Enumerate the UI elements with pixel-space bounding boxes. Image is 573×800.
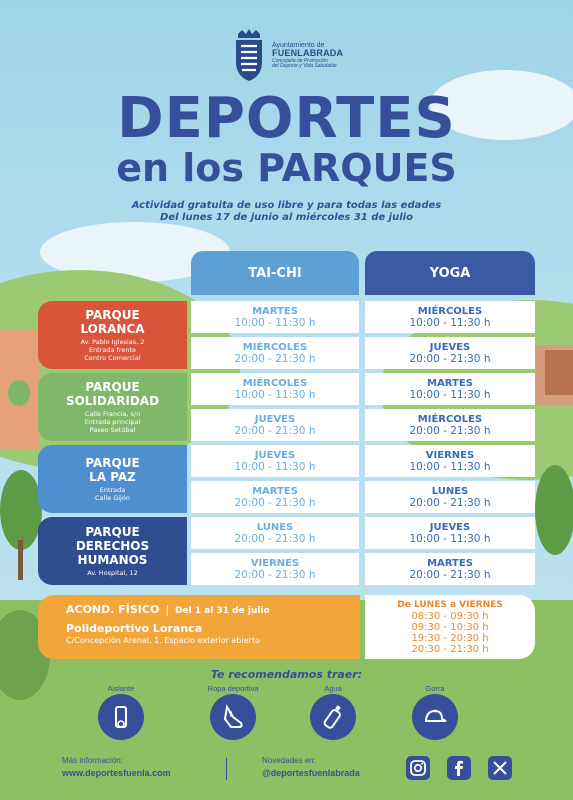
- cap-icon: [412, 694, 458, 740]
- schedule-cell-taichi: [191, 409, 359, 441]
- recommend-heading: Te recomendamos traer:: [210, 668, 363, 681]
- acond-address: C/Concepción Arenal, 1. Espacio exterior abierto: [66, 636, 260, 645]
- acond-title: ACOND. FÍSICO: [66, 603, 160, 616]
- schedule-cell-taichi: [191, 553, 359, 585]
- schedule-cell-yoga: [365, 445, 535, 477]
- news-info: [262, 756, 360, 778]
- schedule-day: LUNES: [256, 521, 294, 533]
- park-name: HUMANOS: [77, 553, 148, 567]
- park-address: Av. Hospital, 12: [87, 569, 138, 577]
- brand-dept1: Concejalía de Promoción: [272, 57, 328, 64]
- subtitle-line2: Del lunes 17 de junio al miércoles 31 de julio: [160, 212, 413, 223]
- social-handle[interactable]: @deportesfuenlabrada: [262, 768, 360, 778]
- park-name: DERECHOS: [75, 539, 150, 553]
- schedule-cell-taichi: [191, 481, 359, 513]
- brand-dept2: del Deporte y Vida Saludable: [272, 63, 337, 70]
- park-name: PARQUE: [85, 308, 140, 322]
- park-name: SOLIDARIDAD: [65, 394, 160, 408]
- acond-venue: Polideportivo Loranca: [66, 622, 203, 635]
- park-name: LA PAZ: [89, 470, 136, 484]
- schedule-day: JUEVES: [429, 341, 471, 353]
- schedule-day: MARTES: [427, 377, 473, 389]
- main-subtitle-title: en los PARQUES: [116, 146, 457, 190]
- park-label: [38, 445, 187, 513]
- acond-separator: |: [165, 603, 170, 616]
- column-header-taichi: TAI-CHI: [191, 251, 359, 295]
- schedule-cell-yoga: [365, 553, 535, 585]
- schedule-cell-taichi: [191, 517, 359, 549]
- schedule-day: JUEVES: [254, 413, 296, 425]
- schedule-cell-taichi: [191, 337, 359, 369]
- schedule-time: 10:00 - 11:30 h: [409, 316, 491, 329]
- tree: [0, 470, 42, 550]
- fuenlabrada-logo: [232, 28, 352, 84]
- schedule-day: MIÉRCOLES: [242, 377, 308, 389]
- schedule-time: 10:00 - 11:30 h: [234, 316, 316, 329]
- schedule-time: 20:00 - 21:30 h: [234, 352, 316, 365]
- tree: [8, 380, 30, 406]
- schedule-day: VIERNES: [250, 557, 300, 569]
- park-label: [38, 517, 187, 585]
- tree-trunk: [18, 540, 23, 580]
- recommend-item-gorra: [400, 684, 470, 752]
- park-address: Calle Gijón: [95, 494, 130, 502]
- item-label: Agua: [324, 684, 342, 693]
- acond-fisico-panel: [38, 595, 360, 659]
- acond-dates: Del 1 al 31 de julio: [175, 606, 270, 616]
- schedule-time: 20:00 - 21:30 h: [234, 532, 316, 545]
- schedule-day: MIÉRCOLES: [417, 305, 483, 317]
- park-address: Av. Pablo Iglesias, 2: [80, 338, 145, 346]
- park-name: LORANCA: [80, 322, 145, 336]
- park-label: [38, 373, 187, 441]
- schedule-day: MIÉRCOLES: [242, 341, 308, 353]
- tree: [535, 465, 573, 555]
- column-header-yoga: YOGA: [365, 251, 535, 295]
- park-name: PARQUE: [85, 456, 140, 470]
- park-name: PARQUE: [85, 525, 140, 539]
- item-label: Ropa deportiva: [207, 684, 259, 693]
- instagram-icon[interactable]: [406, 756, 430, 780]
- schedule-day: MIÉRCOLES: [417, 413, 483, 425]
- recommend-item-aislante: [86, 684, 156, 752]
- website-link[interactable]: www.deportesfuenla.com: [62, 768, 171, 778]
- park-address: Entrada: [99, 486, 126, 494]
- acond-schedule: [365, 595, 535, 659]
- acond-time: 08:30 - 09:30 h: [411, 611, 489, 622]
- park-name: PARQUE: [85, 380, 140, 394]
- crest-icon: [232, 28, 266, 82]
- schedule-day: JUEVES: [429, 521, 471, 533]
- park-address: Paseo Setúbal: [89, 426, 136, 434]
- park-address: Entrada principal: [84, 418, 141, 426]
- schedule-time: 10:00 - 11:30 h: [409, 460, 491, 473]
- building: [545, 350, 573, 395]
- schedule-cell-yoga: [365, 301, 535, 333]
- schedule-time: 10:00 - 11:30 h: [234, 388, 316, 401]
- park-address: Calle Francia, s/n: [84, 410, 141, 418]
- schedule-time: 20:00 - 21:30 h: [409, 424, 491, 437]
- schedule-cell-yoga: [365, 517, 535, 549]
- brand-line1: Ayuntamiento de: [272, 42, 325, 49]
- x-icon[interactable]: [488, 756, 512, 780]
- park-address: Entrada frente: [88, 346, 137, 354]
- news-label: Novedades en:: [262, 756, 316, 765]
- facebook-icon[interactable]: [447, 756, 471, 780]
- schedule-day: LUNES: [431, 485, 469, 497]
- schedule-time: 20:00 - 21:30 h: [234, 424, 316, 437]
- subtitle: [0, 200, 573, 224]
- schedule-day: JUEVES: [254, 449, 296, 461]
- acond-time: 19:30 - 20:30 h: [411, 633, 489, 644]
- park-label: [38, 301, 187, 369]
- schedule-cell-yoga: [365, 337, 535, 369]
- schedule-cell-taichi: [191, 445, 359, 477]
- schedule-cell-yoga: [365, 481, 535, 513]
- schedule-time: 20:00 - 21:30 h: [234, 496, 316, 509]
- schedule-day: MARTES: [252, 485, 298, 497]
- schedule-time: 20:00 - 21:30 h: [409, 496, 491, 509]
- footer-divider: [226, 758, 227, 780]
- acond-time: 09:30 - 10:30 h: [411, 622, 489, 633]
- park-address: Centro Comercial: [84, 354, 141, 362]
- water-bottle-icon: [310, 694, 356, 740]
- item-label: Aislante: [107, 684, 135, 693]
- schedule-time: 20:00 - 21:30 h: [234, 568, 316, 581]
- sneaker-icon: [210, 694, 256, 740]
- schedule-cell-yoga: [365, 409, 535, 441]
- schedule-cell-taichi: [191, 301, 359, 333]
- schedule-time: 20:00 - 21:30 h: [409, 352, 491, 365]
- more-info: [62, 756, 171, 778]
- recommend-item-ropa: [198, 684, 268, 752]
- schedule-time: 20:00 - 21:30 h: [409, 568, 491, 581]
- acond-schedule-head: De LUNES a VIERNES: [397, 600, 503, 610]
- main-title: DEPORTES: [117, 86, 456, 151]
- recommend-item-agua: [298, 684, 368, 752]
- schedule-time: 10:00 - 11:30 h: [409, 388, 491, 401]
- schedule-day: VIERNES: [425, 449, 475, 461]
- item-label: Gorra: [425, 684, 445, 693]
- subtitle-line1: Actividad gratuita de uso libre y para todas las edades: [131, 200, 442, 211]
- brand-name: FUENLABRADA: [272, 48, 344, 59]
- mat-icon: [98, 694, 144, 740]
- more-info-label: Más información:: [62, 756, 123, 765]
- schedule-day: MARTES: [427, 557, 473, 569]
- acond-time: 20:30 - 21:30 h: [411, 644, 489, 655]
- schedule-cell-taichi: [191, 373, 359, 405]
- schedule-day: MARTES: [252, 305, 298, 317]
- schedule-time: 10:00 - 11:30 h: [234, 460, 316, 473]
- schedule-cell-yoga: [365, 373, 535, 405]
- schedule-time: 10:00 - 11:30 h: [409, 532, 491, 545]
